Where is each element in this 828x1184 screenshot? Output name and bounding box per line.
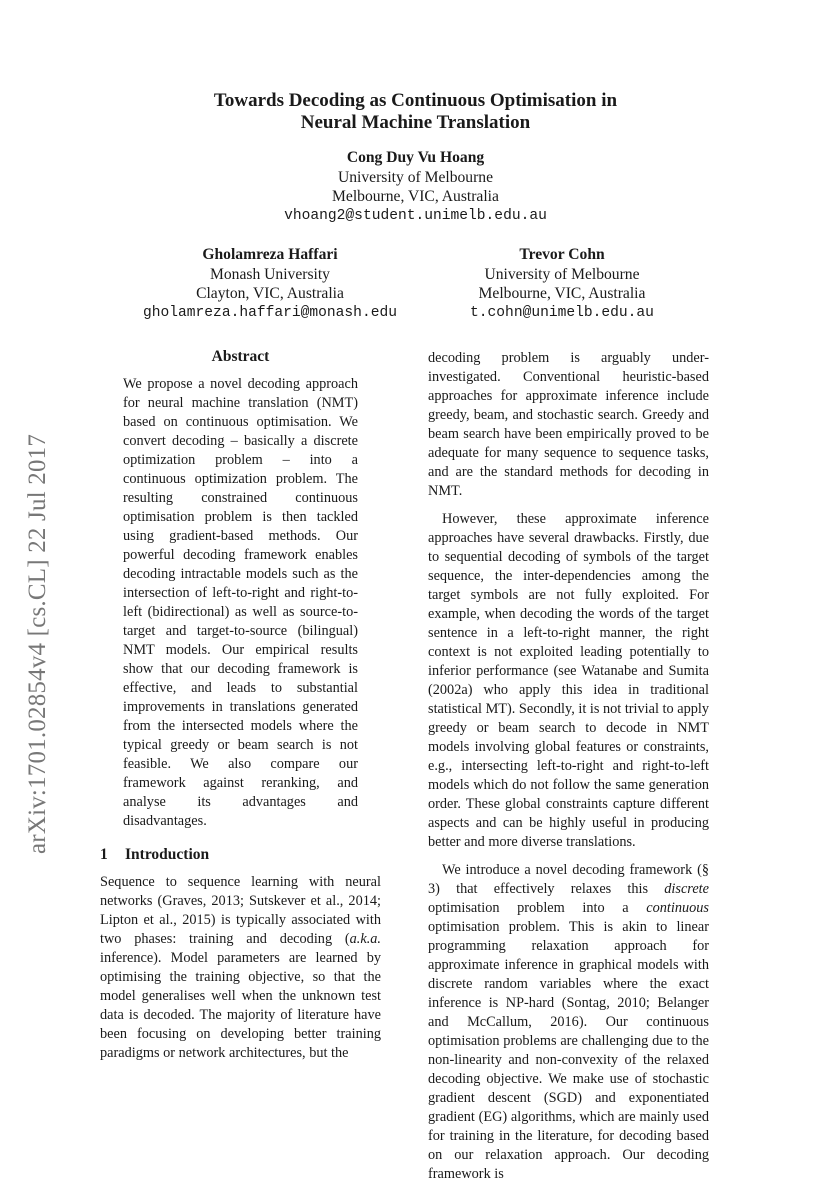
paper-title [100,90,731,134]
intro-paragraph-2: However, these approximate inference approaches have several drawbacks. Firstly, due to sequential decoding of symbols of the target sequence, the inter-dependencies among the target symbols are not fully exploited. For example, when decoding the words of the target sentence in a left-to-right manner, the right context is not exploited leading potentially to inferior performance (see Watanabe and Sumita (2002a) who apply this idea in traditional statistical MT). Secondly, it is not trivial to apply greedy or beam search to decode in NMT models involving global features or constraints, e.g., intersecting left-to-right and right-to-left models which do not follow the same generation order. These global constraints capture different aspects and can be highly useful in producing better and more diverse translations. [428,511,710,850]
author-location: Melbourne, VIC, Australia [478,285,646,302]
abstract-text: We propose a novel decoding approach for neural machine translation (NMT) based on continuous optimisation. We convert decoding – basically a discrete optimization problem – into a continuous optimization problem. The resulting constrained continuous optimisation problem is then tackled using gradient-based methods. Our powerful decoding framework enables decoding intractable models such as the intersection of left-to-right and right-to-left (bidirectional) as well as source-to-target and target-to-source (bilingual) NMT models. Our empirical results show that our decoding framework is effective, and leads to substantial improvements in translations generated from the intersected models where the typical greedy or beam search is not feasible. We also compare our framework against reranking, and analyse its advantages and disadvantages. [123,376,358,829]
abstract-heading: Abstract [211,348,270,365]
intro-paragraph-3-text-b: optimisation problem into a [428,900,647,916]
author-block-1 [100,148,731,226]
intro-paragraph-1-continued: inference). Model parameters are learned by optimising the training objective, so that the model generalises well when the unknown test data is decoded. The majority of literature have been focusing on developing better training paradigms or network architectures, but the [100,950,381,1061]
author-location: Clayton, VIC, Australia [196,285,344,302]
author-email: gholamreza.haffari@monash.edu [143,304,397,321]
intro-paragraph-1-left [100,873,381,1063]
author-block-3 [412,245,712,323]
author-name: Trevor Cohn [519,246,605,263]
author-name: Cong Duy Vu Hoang [346,149,485,166]
author-location: Melbourne, VIC, Australia [332,188,499,205]
continuous-italic: continuous [646,900,709,916]
author-affiliation: Monash University [210,265,330,283]
arxiv-identifier-stamp: arXiv:1701.02854v4 [cs.CL] 22 Jul 2017 [24,433,51,854]
aka-italic: a.k.a. [349,931,381,947]
paper-title-line-1: Towards Decoding as Continuous Optimisation in [213,90,618,111]
section-number: 1 [100,846,108,863]
right-column [428,349,709,1184]
author-affiliation: University of Melbourne [337,168,494,186]
intro-paragraph-1-text: Sequence to sequence learning with neural networks (Graves, 2013; Sutskever et al., 2014; Lipton et al., 2015) is typically associated with two phases: training and decoding ( [100,874,381,947]
author-name: Gholamreza Haffari [202,246,338,263]
author-block-2 [120,245,420,323]
discrete-italic: discrete [664,881,709,897]
author-email: vhoang2@student.unimelb.edu.au [284,207,547,224]
intro-paragraph-3-text-c: optimisation problem. This is akin to linear programming relaxation approach for approximate inference in graphical models with discrete random variables where the exact inference is NP-hard (Sontag, 2010; Belanger and McCallum, 2016). Our continuous optimisation problems are challenging due to the non-linearity and non-convexity of the relaxed decoding objective. We make use of stochastic gradient descent (SGD) and exponentiated gradient (EG) algorithms, which are mainly used for training in the literature, for decoding based on our relaxation approach. Our decoding framework is [428,919,709,1182]
abstract-body [100,375,381,831]
intro-paragraph-1-continuation: decoding problem is arguably under-investigated. Conventional heuristic-based approaches for approximate inference include greedy, beam, and stochastic search. Greedy and beam search have been empirically proved to be adequate for many sequence to sequence tasks, and are the standard methods for decoding in NMT. [428,350,709,499]
intro-paragraph-3-text: We introduce a novel decoding framework (§ 3) that effectively relaxes this [428,862,709,897]
author-affiliation: University of Melbourne [484,265,640,283]
section-heading-introduction [100,845,381,865]
paper-title-line-2: Neural Machine Translation [300,112,531,133]
intro-paragraph-3 [428,861,709,1184]
left-column [100,347,381,1063]
section-title: Introduction [125,846,210,863]
author-email: t.cohn@unimelb.edu.au [470,304,654,321]
